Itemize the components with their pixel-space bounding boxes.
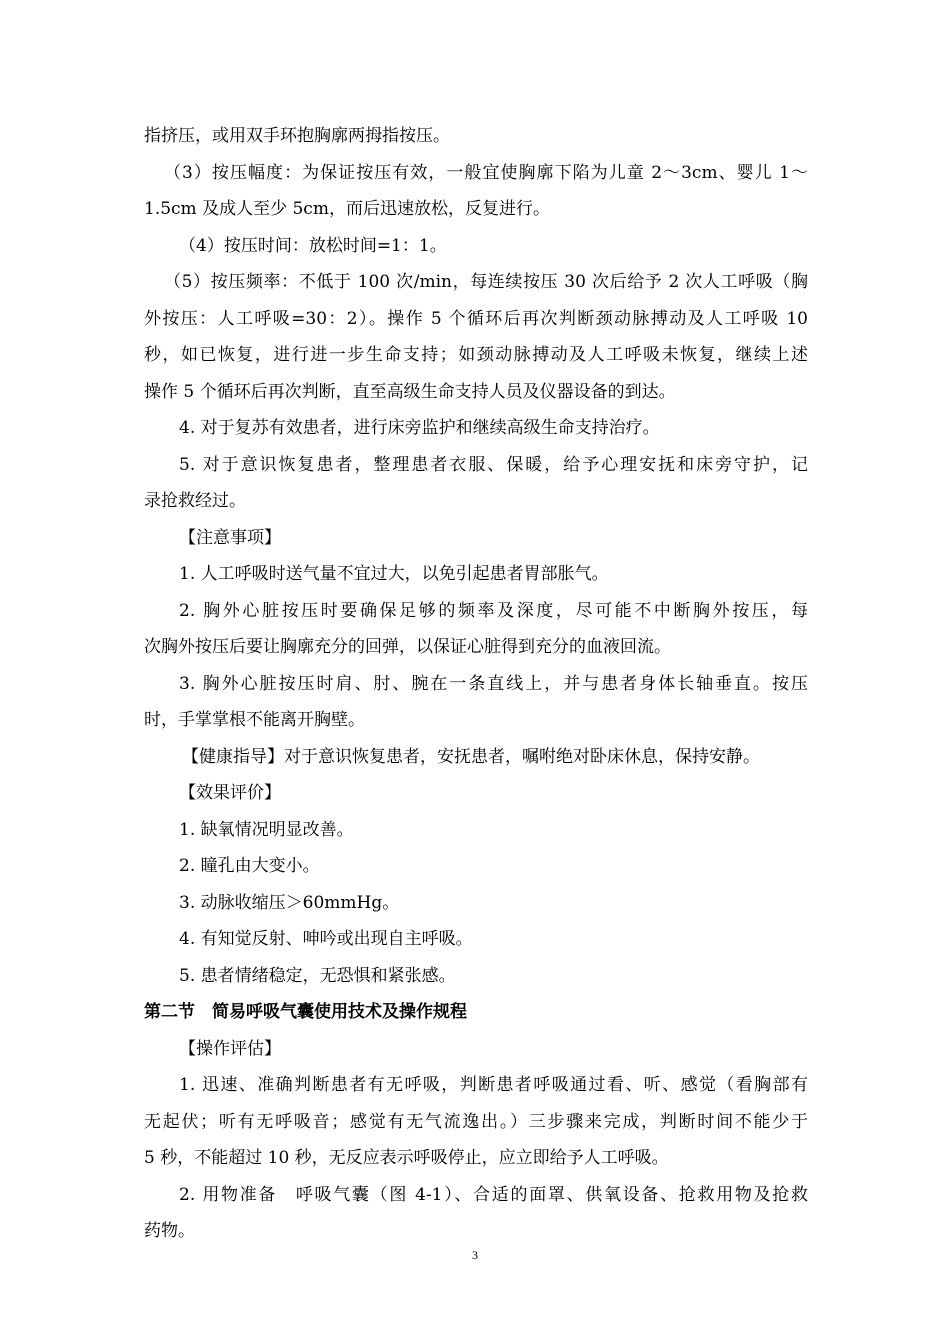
text-line: 5. 对于意识恢复患者，整理患者衣服、保暖，给予心理安抚和床旁守护，记 bbox=[179, 454, 808, 475]
page-number: 3 bbox=[472, 1248, 478, 1262]
text-line: 操作 5 个循环后再次判断，直至高级生命支持人员及仪器设备的到达。 bbox=[144, 381, 676, 402]
text-line: 2. 用物准备 呼吸气囊（图 4-1）、合适的面罩、供氧设备、抢救用物及抢救 bbox=[179, 1184, 808, 1205]
section-label-assessment: 【操作评估】 bbox=[179, 1038, 281, 1059]
text-line: 4. 对于复苏有效患者，进行床旁监护和继续高级生命支持治疗。 bbox=[179, 418, 660, 438]
text-line: 1.5cm 及成人至少 5cm，而后迅速放松，反复进行。 bbox=[144, 199, 550, 219]
text-line: 时，手掌掌根不能离开胸壁。 bbox=[144, 710, 365, 730]
text-line: 录抢救经过。 bbox=[144, 491, 246, 511]
section-label-precautions: 【注意事项】 bbox=[179, 527, 281, 548]
text-line: 4. 有知觉反射、呻吟或出现自主呼吸。 bbox=[179, 929, 473, 949]
text-line: 5. 患者情绪稳定，无恐惧和紧张感。 bbox=[179, 965, 456, 986]
text-line: 3. 动脉收缩压＞60mmHg。 bbox=[179, 892, 400, 913]
text-line: 3. 胸外心脏按压时肩、肘、腕在一条直线上，并与患者身体长轴垂直。按压 bbox=[179, 673, 808, 694]
body-text bbox=[144, 118, 808, 1250]
text-line: 无起伏；听有无呼吸音；感觉有无气流逸出。）三步骤来完成，判断时间不能少于 bbox=[144, 1111, 808, 1132]
text-line: 秒，如已恢复，进行进一步生命支持；如颈动脉搏动及人工呼吸未恢复，继续上述 bbox=[144, 345, 808, 365]
text-line: 1. 缺氧情况明显改善。 bbox=[179, 819, 354, 840]
text-line: 2. 胸外心脏按压时要确保足够的频率及深度，尽可能不中断胸外按压，每 bbox=[179, 600, 808, 621]
text-line: 指挤压，或用双手环抱胸廓两拇指按压。 bbox=[144, 126, 450, 146]
section-label-evaluation: 【效果评价】 bbox=[179, 783, 281, 803]
text-line: （5）按压频率：不低于 100 次/min，每连续按压 30 次后给予 2 次人工呼吸（胸 bbox=[164, 272, 808, 292]
text-line: 药物。 bbox=[144, 1221, 195, 1241]
text-line: 1. 人工呼吸时送气量不宜过大，以免引起患者胃部胀气。 bbox=[179, 564, 609, 584]
section-heading: 第二节 简易呼吸气囊使用技术及操作规程 bbox=[144, 1002, 467, 1022]
text-line: 2. 瞳孔由大变小。 bbox=[179, 856, 320, 876]
text-line: 外按压：人工呼吸=30：2）。操作 5 个循环后再次判断颈动脉搏动及人工呼吸 10 bbox=[144, 308, 808, 329]
text-line: （4）按压时间：放松时间=1：1。 bbox=[179, 235, 447, 256]
text-line: （3）按压幅度：为保证按压有效，一般宜使胸廓下陷为儿童 2～3cm、婴儿 1～ bbox=[164, 162, 808, 183]
text-line: 1. 迅速、准确判断患者有无呼吸，判断患者呼吸通过看、听、感觉（看胸部有 bbox=[179, 1075, 808, 1095]
text-line: 5 秒，不能超过 10 秒，无反应表示呼吸停止，应立即给予人工呼吸。 bbox=[144, 1148, 669, 1168]
section-label-health-guidance: 【健康指导】对于意识恢复患者，安抚患者，嘱咐绝对卧床休息，保持安静。 bbox=[182, 746, 760, 767]
text-line: 次胸外按压后要让胸廓充分的回弹，以保证心脏得到充分的血液回流。 bbox=[144, 637, 671, 657]
